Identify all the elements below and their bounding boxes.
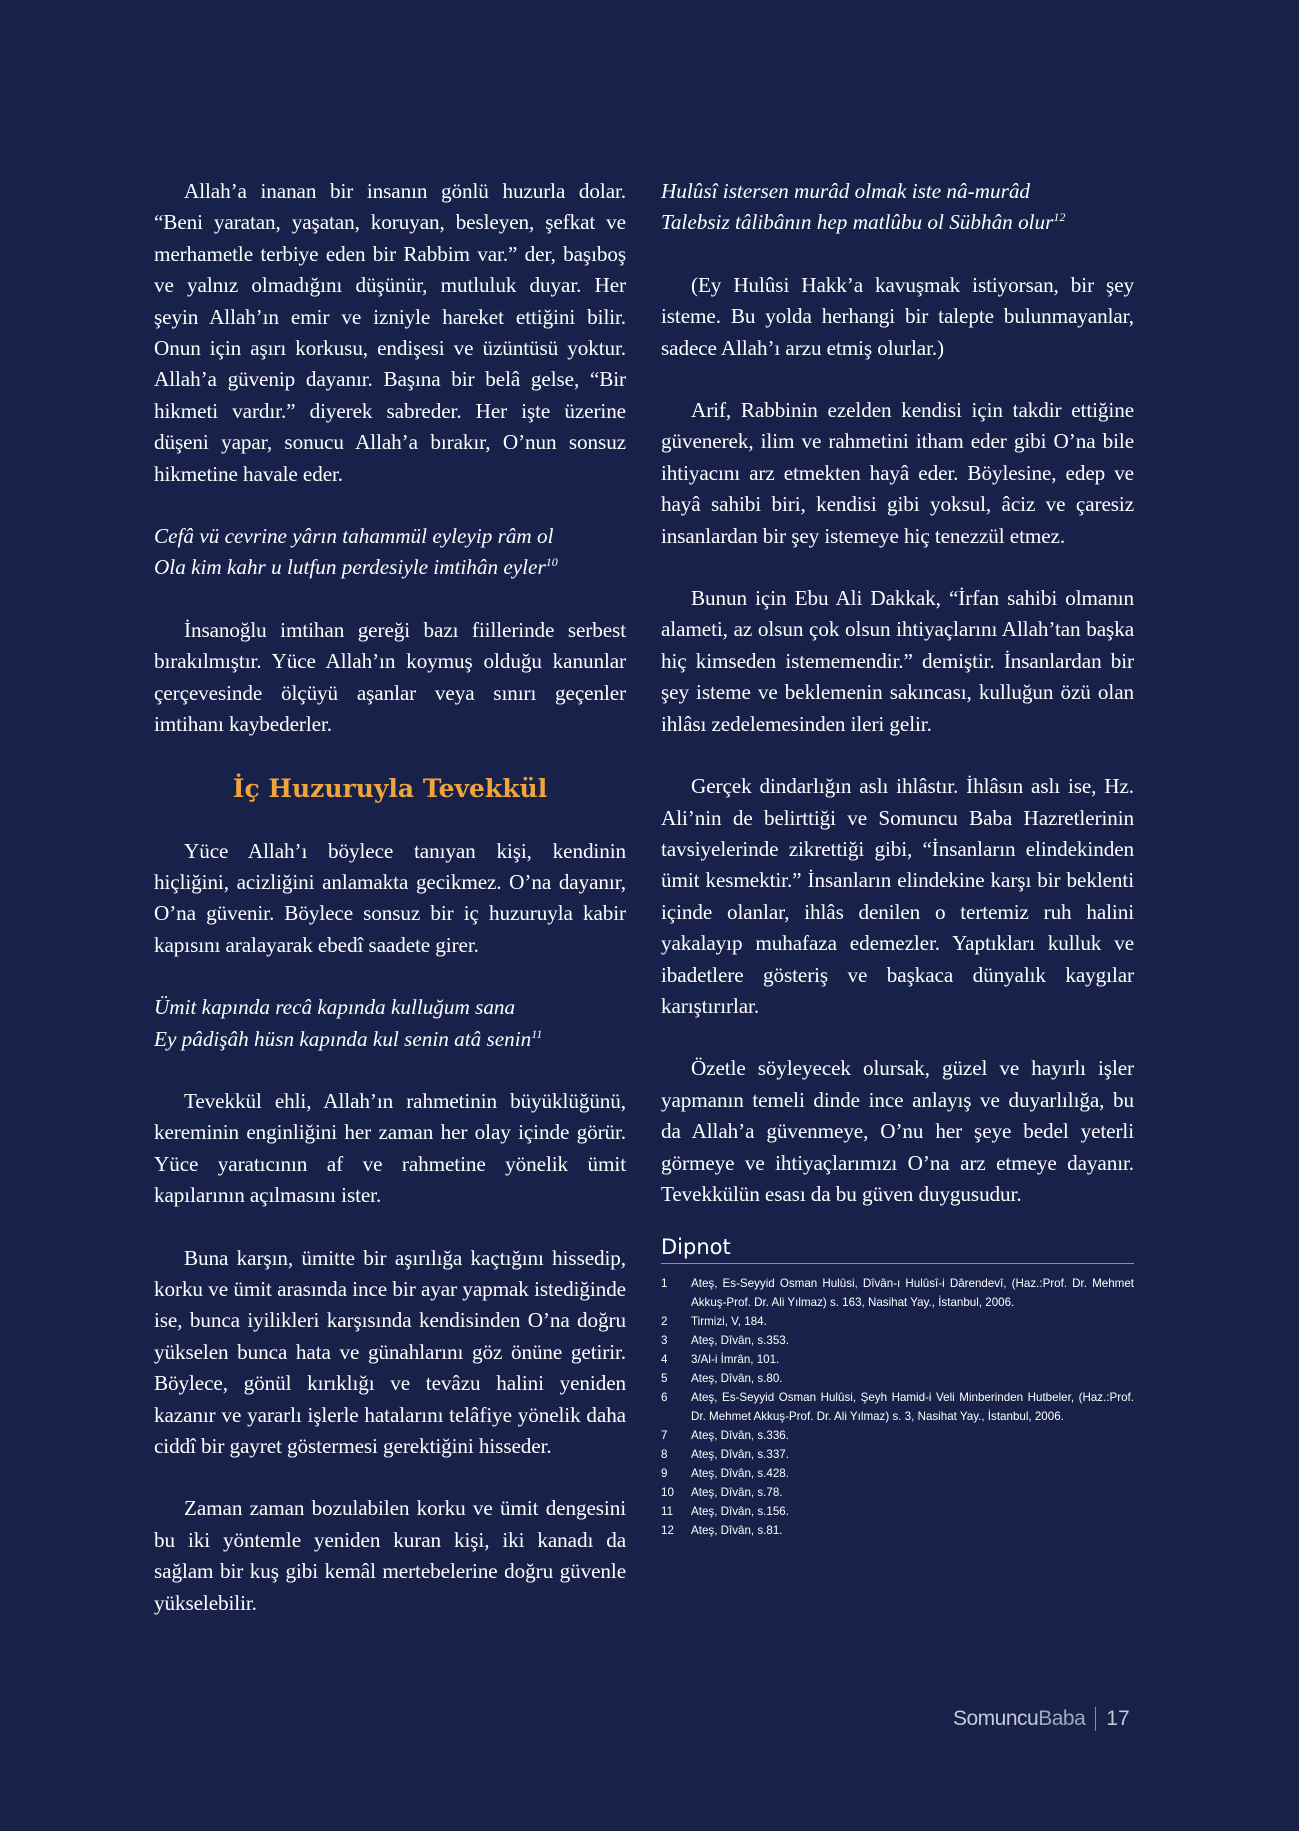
paragraph: Özetle söyleyecek olursak, güzel ve hayırlı işler yapmanın temeli dinde ince anlayış ve duyarlılığa, bu da Allah’a güvenmeye, O’nu her şeye bedel yeterli görmeye ve ihtiyaçlarımızı O’na arz etmeye dayanır. Tevekkülün esası da bu güven duygusudur. <box>661 1056 1134 1206</box>
footnote-text: Ateş, Dîvân, s.81. <box>691 1524 783 1538</box>
brand-name-part1: Somuncu <box>953 1707 1039 1730</box>
footnote-item <box>661 1350 1134 1369</box>
footnote-number: 7 <box>661 1429 668 1443</box>
footnote-number: 2 <box>661 1315 668 1329</box>
footnote-text: Ateş, Dîvân, s.428. <box>691 1467 789 1481</box>
footnote-item <box>661 1464 1134 1483</box>
brand-name-part2: Baba <box>1038 1707 1086 1730</box>
verse-line-with-ref <box>661 207 1134 238</box>
footnote-ref: 11 <box>531 1026 543 1041</box>
footnote-number: 8 <box>661 1448 668 1462</box>
right-column <box>661 176 1134 1540</box>
footnotes-title: Dipnot <box>661 1235 1134 1264</box>
footnote-item <box>661 1483 1134 1502</box>
verse-couplet <box>154 992 626 1055</box>
footnote-text: Ateş, Dîvân, s.353. <box>691 1334 789 1348</box>
verse-line: Talebsiz tâlibânın hep matlûbu ol Sübhân olur <box>661 210 1054 235</box>
paragraph: Gerçek dindarlığın aslı ihlâstır. İhlâsın aslı ise, Hz. Ali’nin de belirttiği ve Somuncu Baba Hazretlerinin tavsiyelerinde zikrettiği gibi, “İnsanların elindekinden ümit kesmektir.” İnsanların elindekine karşı bir beklenti içinde olanlar, ihlâs denilen o tertemiz ruh halini yakalayıp muhafaza edemezler. Yaptıkları kulluk ve ibadetlere gösteriş ve başkaca dünyalık kaygılar karıştırırlar. <box>661 774 1134 1018</box>
footnote-ref: 10 <box>545 555 558 570</box>
paragraph: (Ey Hulûsi Hakk’a kavuşmak istiyorsan, bir şey isteme. Bu yolda herhangi bir talepte bulunmayanlar, sadece Allah’ı arzu etmiş olurlar.) <box>661 272 1134 360</box>
paragraph: Yüce Allah’ı böylece tanıyan kişi, kendinin hiçliğini, acizliğini anlamakta gecikmez. O’na dayanır, O’na güvenir. Böylece sonsuz bir iç huzuruyla kabir kapısını aralayarak ebedî saadete girer. <box>154 838 626 957</box>
verse-line: Ey pâdişâh hüsn kapında kul senin atâ senin <box>154 1026 532 1051</box>
footnote-item <box>661 1369 1134 1388</box>
paragraph: Zaman zaman bozulabilen korku ve ümit dengesini bu iki yöntemle yeniden kuran kişi, iki kanadı da sağlam bir kuş gibi kemâl mertebelerine doğru güvenle yükselebilir. <box>154 1496 626 1615</box>
paragraph: Bunun için Ebu Ali Dakkak, “İrfan sahibi olmanın alameti, az olsun çok olsun ihtiyaçlarını Allah’tan başka hiç kimseden istememendir.” demiştir. İnsanlardan bir şey isteme ve beklemenin sakıncası, kulluğun özü olan ihlâsı zedelemesinden ileri gelir. <box>661 586 1134 736</box>
footnote-text: Ateş, Dîvân, s.78. <box>691 1486 783 1500</box>
footnote-ref: 12 <box>1053 210 1066 225</box>
verse-couplet <box>661 176 1134 239</box>
footnote-item <box>661 1274 1134 1312</box>
footnote-text: Ateş, Dîvân, s.337. <box>691 1448 789 1462</box>
footnote-number: 6 <box>661 1391 668 1405</box>
footnote-number: 12 <box>661 1524 674 1538</box>
footnote-text: Tirmizi, V, 184. <box>691 1315 767 1329</box>
footnote-number: 4 <box>661 1353 668 1367</box>
paragraph: Allah’a inanan bir insanın gönlü huzurla dolar. “Beni yaratan, yaşatan, koruyan, besleyen, şefkat ve merhametle terbiye eden bir Rabbim var.” der, başıboş ve yalnız olmadığını düşünür, mutluluk duyar. Her şeyin Allah’ın emir ve izniyle hareket ettiğini bilir. Onun için aşırı korkusu, endişesi ve üzüntüsü yoktur. Allah’a güvenip dayanır. Başına bir belâ gelse, “Bir hikmeti vardır.” diyerek sabreder. Her işte üzerine düşeni yapar, sonucu Allah’a bırakır, O’nun sonsuz hikmetine havale eder. <box>154 179 626 486</box>
footnote-number: 1 <box>661 1277 668 1291</box>
verse-couplet <box>154 521 626 584</box>
verse-line-with-ref <box>154 552 626 583</box>
footnote-number: 3 <box>661 1334 668 1348</box>
verse-line: Cefâ vü cevrine yârın tahammül eyleyip râm ol <box>154 524 554 549</box>
footnote-list <box>661 1274 1134 1540</box>
footnote-number: 11 <box>661 1505 674 1519</box>
footnote-number: 5 <box>661 1372 668 1386</box>
footnote-number: 9 <box>661 1467 668 1481</box>
footer-divider <box>1095 1707 1096 1731</box>
footnote-text: Ateş, Es-Seyyid Osman Hulûsi, Şeyh Hamid-i Veli Minberinden Hutbeler, (Haz.:Prof. Dr. Mehmet Akkuş-Prof. Dr. Ali Yılmaz) s. 3, Nasihat Yay., İstanbul, 2006. <box>691 1391 1134 1424</box>
footnote-item <box>661 1521 1134 1540</box>
footnote-item <box>661 1445 1134 1464</box>
footnote-text: Ateş, Dîvân, s.156. <box>691 1505 789 1519</box>
footnote-text: Ateş, Dîvân, s.80. <box>691 1372 783 1386</box>
section-heading: İç Huzuruyla Tevekkül <box>232 773 548 803</box>
verse-line: Hulûsî istersen murâd olmak iste nâ-murâd <box>661 179 1031 203</box>
paragraph: İnsanoğlu imtihan gereği bazı fiillerinde serbest bırakılmıştır. Yüce Allah’ın koymuş olduğu kanunlar çerçevesinde ölçüyü aşanlar veya sınırı geçenler imtihanı kaybederler. <box>154 617 626 737</box>
footnote-text: 3/Al-i İmrân, 101. <box>691 1353 780 1367</box>
paragraph: Buna karşın, ümitte bir aşırılığa kaçtığını hissedip, korku ve ümit arasında ince bir ayar yapmak istediğinde ise, bunca iyilikleri karşısında kendisinden O’na doğru yükselen bunca hata ve günahlarını göz önüne getirir. Böylece, gönül kırıklığı ve tevâzu halini yeniden kazanır ve yararlı işlerle hatalarını telâfiye yönelik daha ciddî bir gayret göstermesi gerektiğini hisseder. <box>154 1245 626 1458</box>
footnote-number: 10 <box>661 1486 674 1500</box>
paragraph: Tevekkül ehli, Allah’ın rahmetinin büyüklüğünü, kereminin enginliğini her zaman her olay içinde görür. Yüce yaratıcının af ve rahmetine yönelik ümit kapılarının açılmasını ister. <box>154 1088 626 1208</box>
page-number: 17 <box>1106 1707 1130 1730</box>
verse-line: Ola kim kahr u lutfun perdesiyle imtihân eyler <box>154 555 546 580</box>
left-column <box>154 176 626 1650</box>
verse-line-with-ref <box>154 1024 626 1055</box>
footnote-item <box>661 1331 1134 1350</box>
footnote-item <box>661 1388 1134 1426</box>
page-footer <box>953 1704 1130 1734</box>
footnote-text: Ateş, Dîvân, s.336. <box>691 1429 789 1443</box>
paragraph: Arif, Rabbinin ezelden kendisi için takdir ettiğine güvenerek, ilim ve rahmetini itham eder gibi O’na bile ihtiyacını arz etmekten hayâ eder. Böylesine, edep ve hayâ sahibi biri, kendisi gibi yoksul, âciz ve çaresiz insanlardan bir şey istemeye hiç tenezzül etmez. <box>661 398 1134 548</box>
footnote-item <box>661 1312 1134 1331</box>
footnote-item <box>661 1502 1134 1521</box>
footnote-text: Ateş, Es-Seyyid Osman Hulûsi, Dîvân-ı Hulûsî-i Dârendevî, (Haz.:Prof. Dr. Mehmet Akkuş-Prof. Dr. Ali Yılmaz) s. 163, Nasihat Yay., İstanbul, 2006. <box>691 1277 1134 1310</box>
footnote-item <box>661 1426 1134 1445</box>
verse-line: Ümit kapında recâ kapında kulluğum sana <box>154 995 516 1020</box>
